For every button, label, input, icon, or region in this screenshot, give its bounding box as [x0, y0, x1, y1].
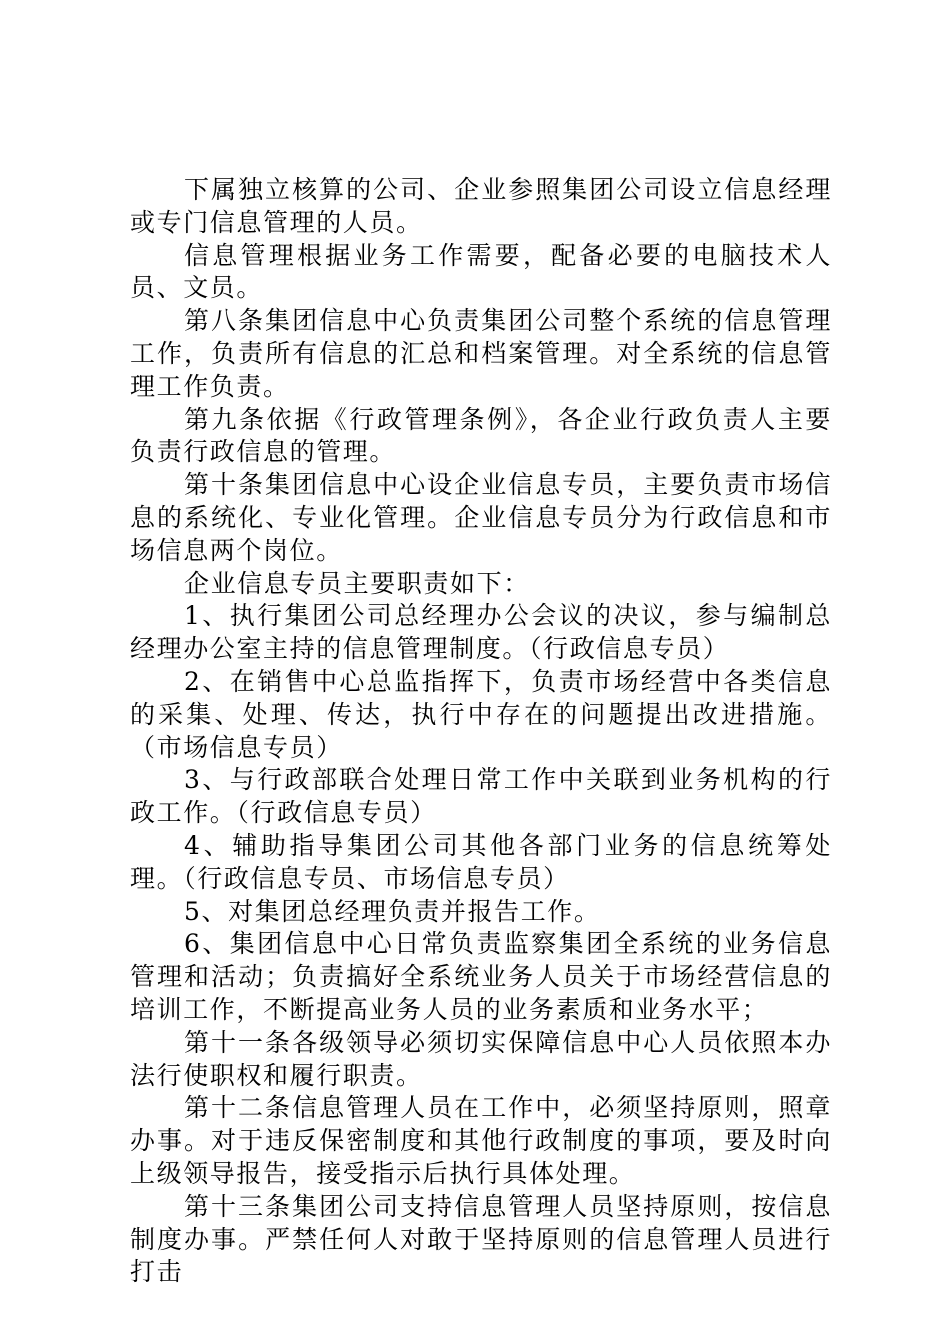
list-item-duty-4: 4、辅助指导集团公司其他各部门业务的信息统筹处理。（行政信息专员、市场信息专员）: [130, 830, 832, 893]
document-body: [130, 174, 832, 1289]
list-item-duty-6: 6、集团信息中心日常负责监察集团全系统的业务信息管理和活动；负责搞好全系统业务人员关于市场经营信息的培训工作，不断提高业务人员的业务素质和业务水平；: [130, 929, 832, 1024]
list-item-duty-3: 3、与行政部联合处理日常工作中关联到业务机构的行政工作。（行政信息专员）: [130, 765, 832, 828]
paragraph-article-10: 第十条集团信息中心设企业信息专员，主要负责市场信息的系统化、专业化管理。企业信息专员分为行政信息和市场信息两个岗位。: [130, 470, 832, 565]
paragraph-duties-intro: 企业信息专员主要职责如下：: [184, 568, 530, 598]
paragraph-1: 下属独立核算的公司、企业参照集团公司设立信息经理或专门信息管理的人员。: [130, 175, 832, 237]
paragraph-article-13: 第十三条集团公司支持信息管理人员坚持原则，按信息制度办事。严禁任何人对敢于坚持原则的信息管理人员进行打击: [130, 1191, 832, 1287]
paragraph-article-11: 第十一条各级领导必须切实保障信息中心人员依照本办法行使职权和履行职责。: [130, 1027, 832, 1090]
paragraph-article-8: 第八条集团信息中心负责集团公司整个系统的信息管理工作，负责所有信息的汇总和档案管理。对全系统的信息管理工作负责。: [130, 306, 832, 401]
list-item-duty-2: 2、在销售中心总监指挥下，负责市场经营中各类信息的采集、处理、传达，执行中存在的问题提出改进措施。（市场信息专员）: [130, 666, 832, 762]
list-item-duty-5: 5、对集团总经理负责并报告工作。: [184, 896, 601, 926]
paragraph-article-12: 第十二条信息管理人员在工作中，必须坚持原则，照章办事。对于违反保密制度和其他行政制度的事项，要及时向上级领导报告，接受指示后执行具体处理。: [130, 1093, 832, 1188]
paragraph-2: 信息管理根据业务工作需要，配备必要的电脑技术人员、文员。: [130, 240, 832, 303]
list-item-duty-1: 1、执行集团公司总经理办公会议的决议，参与编制总经理办公室主持的信息管理制度。（行政信息专员）: [130, 601, 832, 664]
paragraph-article-9: 第九条依据《行政管理条例》，各企业行政负责人主要负责行政信息的管理。: [130, 404, 832, 467]
